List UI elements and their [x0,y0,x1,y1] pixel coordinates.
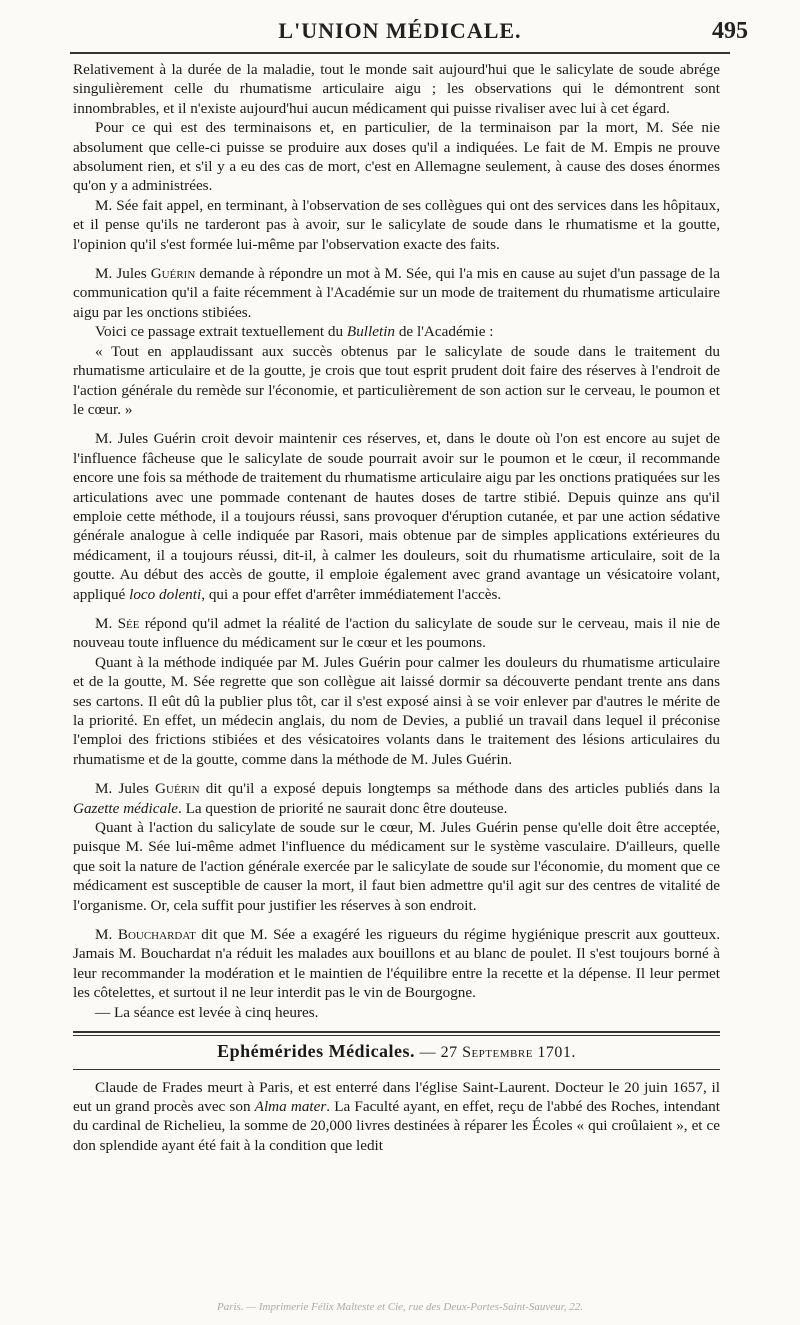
paragraph-text: . La Faculté ayant, en effet, reçu de l'abbé des Roches, intendant du cardinal de Richelieu, la somme de 20,000 livres destinées à réparer les Écoles « qui croûlaient », et ce don splendide ayant été fait à la condition que ledit [73,1097,720,1154]
article-body [73,60,720,1155]
page-number: 495 [712,18,748,44]
latin-phrase: Alma mater [254,1097,327,1115]
paragraph-text: Quant à l'action du salicylate de soude sur le cœur, M. Jules Guérin pense qu'elle doit être acceptée, puisque M. Sée lui-même admet l'influence du médicament sur le système vasculaire. D'ailleurs, quelle que soit la nature de l'action générale exercée par le salicylate de soude sur l'économie, du moment que ce médicament est susceptible de causer la mort, il faut bien admettre qu'il agit sur des centres de vitalité de l'organisme. Or, cela suffit pour justifier les réserves à son endroit. [73,819,720,914]
section-date [415,1044,576,1061]
paragraph-text: . La question de priorité ne saurait donc être douteuse. [178,799,508,817]
header-rule [70,52,730,54]
paragraph-text: M. Jules Guérin croit devoir maintenir ces réserves, et, dans le doute où l'on est encore au sujet de l'influence fâcheuse que le salicylate de soude pourrait avoir sur le poumon et le cœur, il recommande encore une fois sa méthode de traitement du rhumatisme articulaire aigu par les onctions pratiquées sur les articulations avec une pommade contenant de hautes doses de tartre stibié. Depuis quinze ans qu'il emploie cette méthode, il a toujours réussi, sans provoquer d'éruption cutanée, et par une action sédative générale analogue à celle indiquée par Rasori, mais obtenue par de simples applications extérieures du médicament, il a toujours réussi, dit-il, à calmer les douleurs, soit du rhumatisme articulaire, soit de la goutte. Au début des accès de goutte, il emploie également avec grand avantage un vésicatoire volant, appliqué [73,430,720,603]
paragraph-text: dit que M. Sée a exagéré les rigueurs du régime hygiénique prescrit aux goutteux. Jamais M. Bouchardat n'a réduit les malades aux bouillons et au blanc de poulet. Il s'est toujours borné à leur recommander la modération et le maintien de l'équilibre entre la recette et la dépense. Il leur permet les côtelettes, et surtout il ne leur interdit pas le vin de Bourgogne. [73,926,721,1002]
latin-phrase: loco dolenti [129,585,202,603]
paragraph-text: — La séance est levée à cinq heures. [95,1003,319,1021]
section-title: Ephémérides Médicales. [217,1041,416,1062]
section-rule [73,1035,720,1036]
paragraph-text: M. Jules [95,265,151,283]
paragraph [73,264,720,322]
publication-title: Bulletin [346,323,396,341]
quotation [73,342,720,420]
paragraph [73,196,720,254]
paragraph-text: répond qu'il admet la réalité de l'action du salicylate de soude sur le cerveau, mais il nie de nouveau toute influence du médicament sur le cœur et les poumons. [73,614,720,652]
paragraph-text: , qui a pour effet d'arrêter immédiatement l'accès. [201,585,502,603]
paragraph [73,779,720,818]
quotation-text: « Tout en applaudissant aux succès obtenus par le salicylate de soude dans le traitement du rhumatisme articulaire et de la goutte, je crois que tout esprit prudent doit faire des réserves à l'endroit de l'action générale du remède sur l'économie, et particulièrement de son action sur le cerveau, le poumon et le cœur. » [73,342,720,418]
paragraph [73,818,720,915]
paragraph [73,118,720,196]
speaker-name: Guérin [150,265,196,283]
paragraph-text: M. [95,614,118,632]
paragraph [73,925,720,1003]
section-rule [73,1031,720,1033]
paragraph [73,429,720,604]
paragraph-text: Claude de Frades meurt à Paris, et est enterré dans l'église Saint-Laurent. Docteur le 20 juin 1657, il eut un grand procès avec son [73,1078,720,1115]
section-rule [73,1069,720,1070]
paragraph-text: Pour ce qui est des terminaisons et, en particulier, de la terminaison par la mort, M. Sée nie absolument que celle-ci puisse se produire aux doses qu'il a indiquées. Le fait de M. Empis ne prouve absolument rien, et s'il y a eu des cas de mort, c'est en Allemagne seulement, à cause des doses énormes qu'on y a administrées. [73,119,720,195]
paragraph [73,1078,720,1156]
paragraph-text: M. Jules [95,780,156,798]
closing-line [73,1003,720,1022]
date-day: — 27 [415,1044,463,1062]
speaker-name: Guérin [155,780,200,798]
paragraph-text: Relativement à la durée de la maladie, tout le monde sait aujourd'hui que le salicylate de soude abrége singulièrement celle du rhumatisme articulaire aigu ; les observations qui le démontrent sont innombrables, et il n'existe aujourd'hui aucun médicament qui puisse rivaliser avec lui à cet égard. [73,61,720,117]
paragraph-text: Voici ce passage extrait textuellement du [95,323,347,341]
paragraph [73,60,720,118]
publication-title: Gazette médicale [73,799,179,817]
paragraph [73,614,720,653]
paragraph-text: de l'Académie : [395,323,494,341]
paragraph-text: Quant à la méthode indiquée par M. Jules Guérin pour calmer les douleurs du rhumatisme articulaire et de la goutte, M. Sée regrette que son collègue ait laissé dormir sa découverte pendant trente ans dans ses cartons. Il eût dû la publier plus tôt, car il s'est exposé ainsi à se voir enlever par d'autres le mérite de la priorité. En effet, un médecin anglais, du nom de Devies, a publié un travail dans lequel il préconise l'emploi des frictions stibiées et des vésicatoires volants dans le traitement des lésions articulaires du rhumatisme et de la goutte, comme dans la méthode de M. Jules Guérin. [73,653,720,768]
date-month: Septembre [462,1044,533,1062]
paragraph-text: demande à répondre un mot à M. Sée, qui l'a mis en cause au sujet d'un passage de la communication qu'il a faite récemment à l'Académie sur un mode de traitement du rhumatisme articulaire aigu par les onctions stibiées. [73,265,720,321]
paragraph-text: M. [95,926,118,944]
date-year: 1701. [532,1044,576,1062]
printer-imprint: Paris. — Imprimerie Félix Malteste et Cie, rue des Deux-Portes-Saint-Sauveur, 22. [217,1301,583,1313]
paragraph [73,653,720,769]
section-heading [73,1042,720,1062]
speaker-name: Bouchardat [117,926,196,944]
running-title: L'UNION MÉDICALE. [278,18,522,43]
paragraph [73,322,720,341]
page-header [60,18,748,44]
speaker-name: Sée [117,614,140,632]
paragraph-text: dit qu'il a exposé depuis longtemps sa méthode dans des articles publiés dans la [199,780,720,798]
paragraph-text: M. Sée fait appel, en terminant, à l'observation de ses collègues qui ont des services dans les hôpitaux, et il pense qu'ils ne tarderont pas à avoir, sur le salicylate de soude dans le rhumatisme et la goutte, l'opinion qu'il s'est formée lui-même par l'observation exacte des faits. [73,196,720,253]
